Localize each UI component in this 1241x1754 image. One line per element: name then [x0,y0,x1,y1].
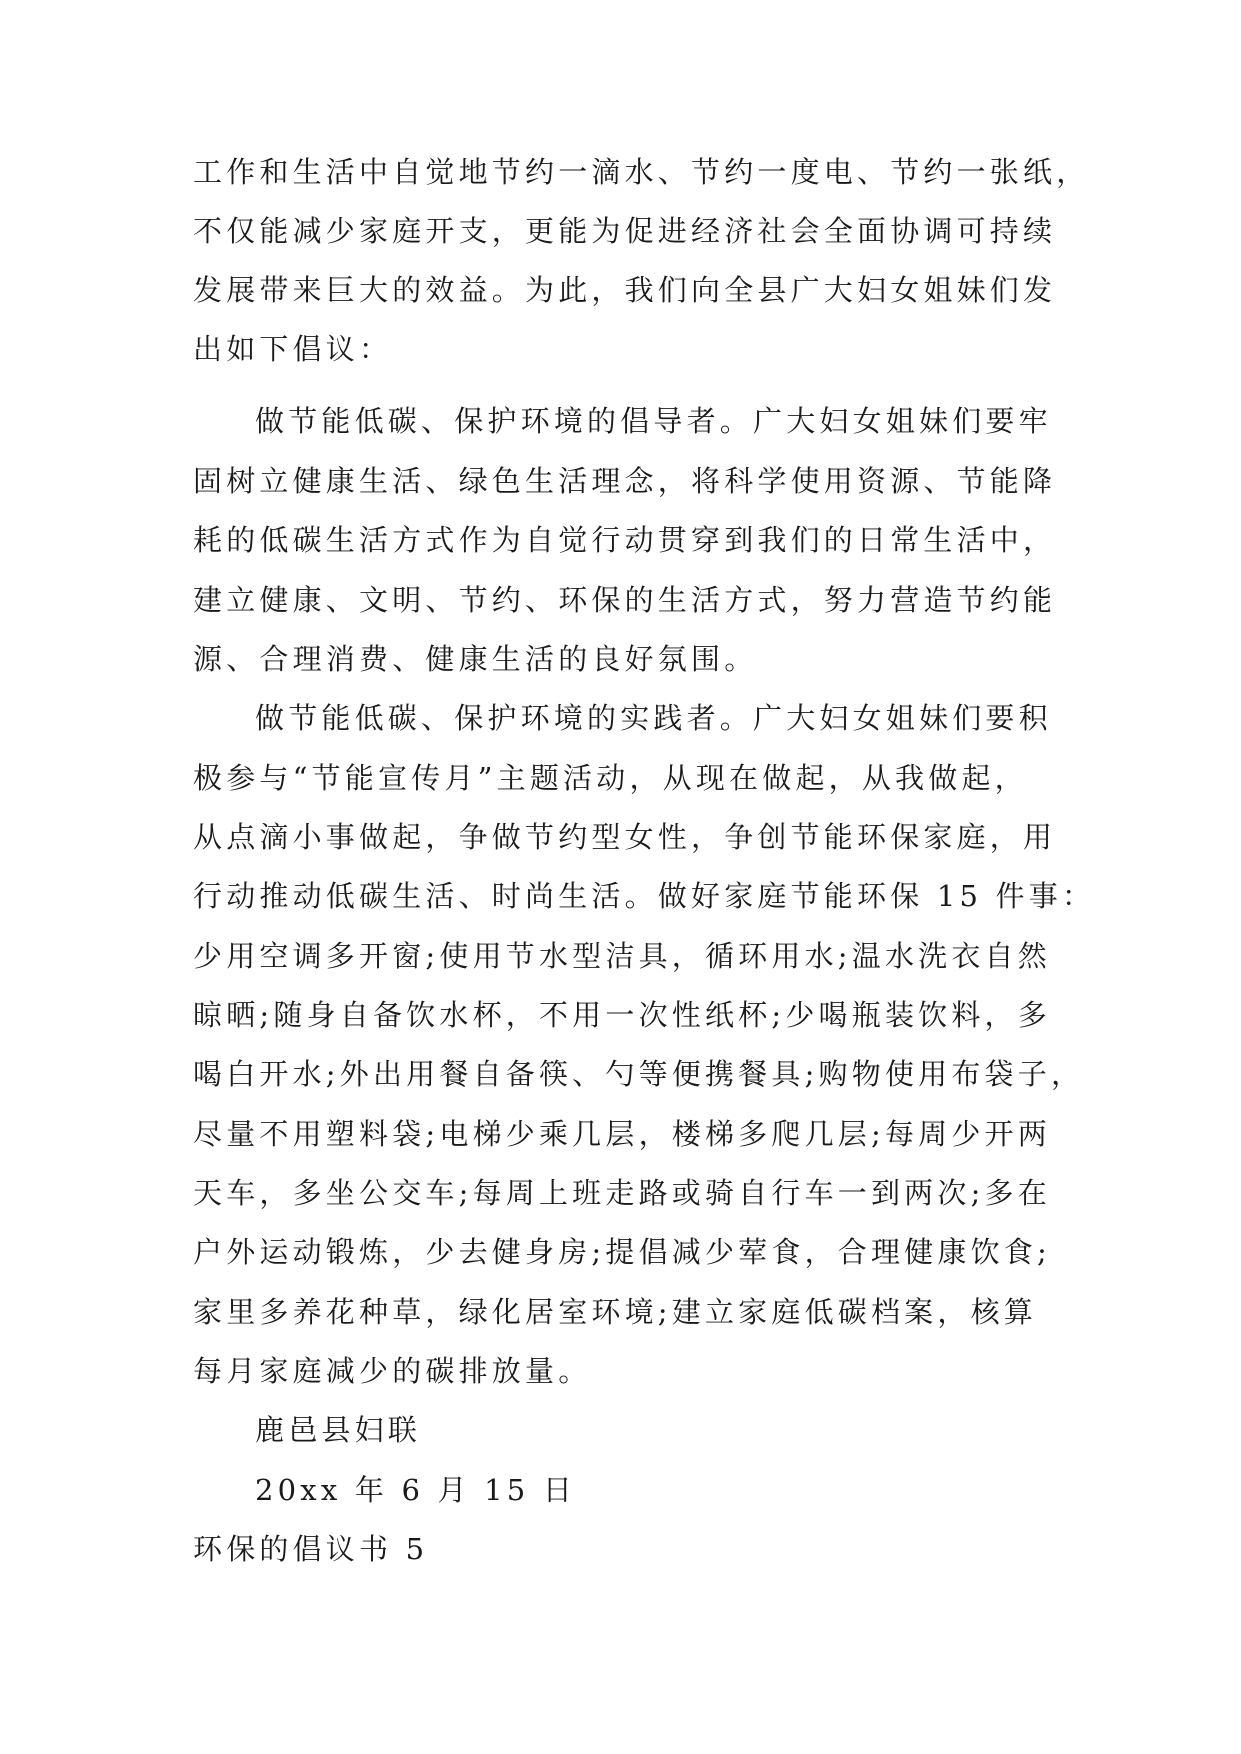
text-line: 尽量不用塑料袋;电梯少乘几层，楼梯多爬几层;每周少开两 [193,1117,1051,1151]
text-line: 耗的低碳生活方式作为自觉行动贯穿到我们的日常生活中， [193,523,1057,557]
text-line: 不仅能减少家庭开支，更能为促进经济社会全面协调可持续 [193,214,1057,248]
signature: 鹿邑县妇联 [255,1413,422,1447]
date: 20xx 年 6 月 15 日 [255,1473,577,1507]
next-section-title: 环保的倡议书 5 [193,1532,429,1566]
text-line: 少用空调多开窗;使用节水型洁具，循环用水;温水洗衣自然 [193,939,1051,973]
text-line: 出如下倡议： [193,332,393,366]
text-line: 极参与“节能宣传月”主题活动，从现在做起，从我做起， [193,761,1028,795]
paragraph-first-line: 做节能低碳、保护环境的倡导者。广大妇女姐妹们要牢 [255,404,1052,438]
text-line: 工作和生活中自觉地节约一滴水、节约一度电、节约一张纸， [193,155,1090,189]
text-line: 行动推动低碳生活、时尚生活。做好家庭节能环保 15 件事： [193,879,1096,913]
text-line: 发展带来巨大的效益。为此，我们向全县广大妇女姐妹们发 [193,273,1057,307]
text-line: 源、合理消费、健康生活的良好氛围。 [193,642,758,676]
text-line: 喝白开水;外出用餐自备筷、勺等便携餐具;购物使用布袋子， [193,1057,1085,1091]
paragraph-first-line: 做节能低碳、保护环境的实践者。广大妇女姐妹们要积 [255,701,1052,735]
text-line: 建立健康、文明、节约、环保的生活方式，努力营造节约能 [193,583,1057,617]
text-line: 天车，多坐公交车;每周上班走路或骑自行车一到两次;多在 [193,1176,1051,1210]
text-line: 每月家庭减少的碳排放量。 [193,1354,592,1388]
text-line: 户外运动锻炼，少去健身房;提倡减少荤食，合理健康饮食; [193,1235,1051,1269]
text-line: 晾晒;随身自备饮水杯，不用一次性纸杯;少喝瓶装饮料，多 [193,998,1051,1032]
text-line: 固树立健康生活、绿色生活理念，将科学使用资源、节能降 [193,464,1057,498]
text-line: 从点滴小事做起，争做节约型女性，争创节能环保家庭，用 [193,820,1057,854]
text-line: 家里多养花种草，绿化居室环境;建立家庭低碳档案，核算 [193,1295,1037,1329]
